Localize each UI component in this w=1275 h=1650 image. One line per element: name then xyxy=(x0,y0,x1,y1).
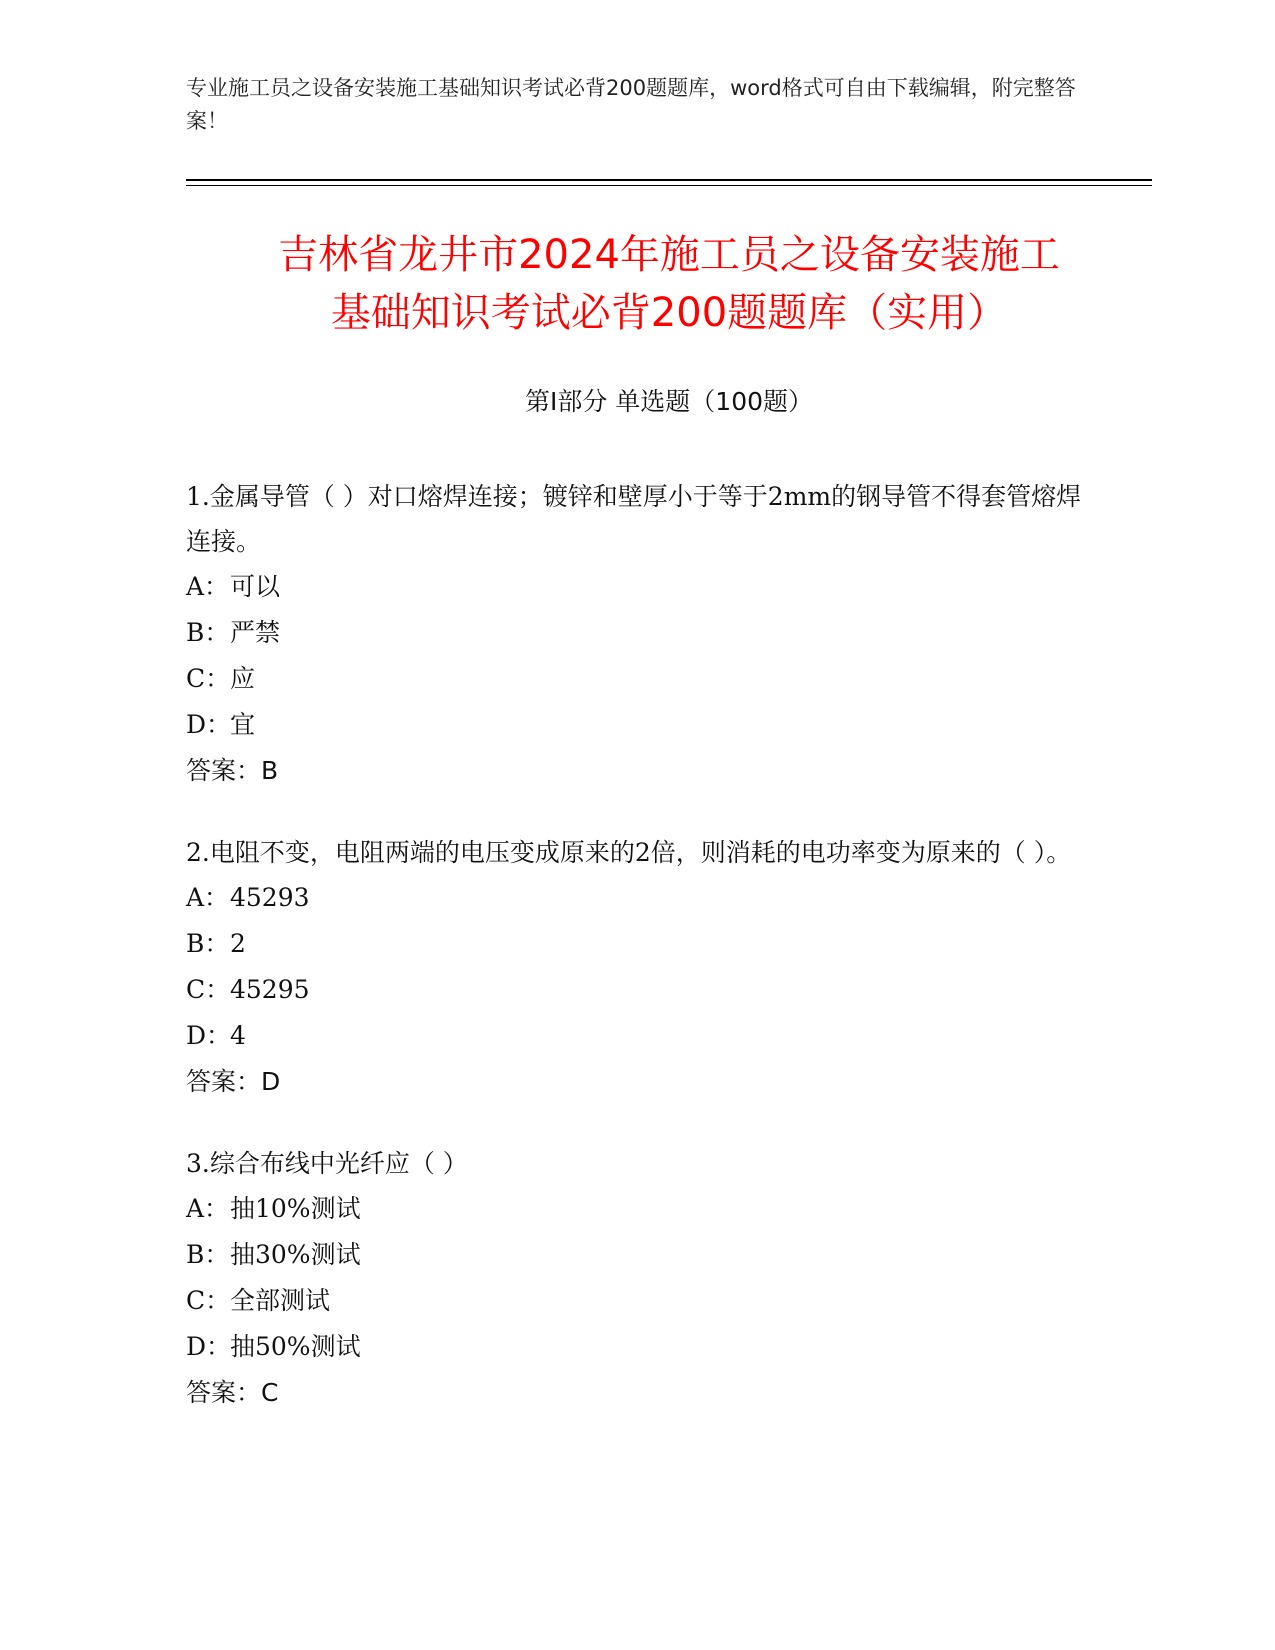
answer: 答案：C xyxy=(186,1378,279,1407)
option-label: A： xyxy=(186,883,230,912)
option-label: B： xyxy=(186,1240,230,1269)
question-text: 1.金属导管（ ）对口熔焊连接；镀锌和壁厚小于等于2mm的钢导管不得套管熔焊连接。 xyxy=(186,482,1082,556)
option-label: D： xyxy=(186,1021,232,1050)
option-a xyxy=(186,875,1086,921)
option-d xyxy=(186,1013,1086,1059)
option-label: B： xyxy=(186,929,230,958)
header-rule-thick xyxy=(186,179,1152,181)
option-label: D： xyxy=(186,1332,232,1361)
option-text: 抽30%测试 xyxy=(230,1240,361,1269)
question-1 xyxy=(186,474,1086,794)
question-list xyxy=(186,474,1086,1452)
question-text: 3.综合布线中光纤应（ ） xyxy=(186,1149,468,1178)
option-b xyxy=(186,921,1086,967)
option-label: C： xyxy=(186,975,231,1004)
option-text: 2 xyxy=(230,929,246,958)
title-line-2: 基础知识考试必背200题题库（实用） xyxy=(330,290,1008,336)
option-label: B： xyxy=(186,618,230,647)
option-text: 应 xyxy=(230,664,256,693)
question-text: 2.电阻不变，电阻两端的电压变成原来的2倍，则消耗的电功率变为原来的（ ）。 xyxy=(186,838,1072,867)
header-rule-thin xyxy=(186,185,1152,186)
header-note: 专业施工员之设备安装施工基础知识考试必背200题题库，word格式可自由下载编辑，附完整答案！ xyxy=(186,76,1076,133)
option-text: 全部测试 xyxy=(230,1286,331,1315)
option-text: 抽50%测试 xyxy=(230,1332,361,1361)
option-text: 45293 xyxy=(230,883,310,912)
option-text: 抽10%测试 xyxy=(230,1194,361,1223)
option-d xyxy=(186,702,1086,748)
option-c xyxy=(186,656,1086,702)
question-2 xyxy=(186,830,1086,1105)
option-c xyxy=(186,967,1086,1013)
title-line-1: 吉林省龙井市2024年施工员之设备安装施工 xyxy=(278,232,1060,278)
option-b xyxy=(186,1232,1086,1278)
option-label: D： xyxy=(186,710,232,739)
option-text: 可以 xyxy=(230,572,281,601)
option-text: 严禁 xyxy=(230,618,281,647)
option-text: 45295 xyxy=(230,975,310,1004)
option-label: A： xyxy=(186,1194,230,1223)
option-d xyxy=(186,1324,1086,1370)
option-text: 4 xyxy=(230,1021,246,1050)
option-text: 宜 xyxy=(230,710,256,739)
option-label: A： xyxy=(186,572,230,601)
option-c xyxy=(186,1278,1086,1324)
option-a xyxy=(186,1186,1086,1232)
answer: 答案：D xyxy=(186,1067,281,1096)
option-label: C： xyxy=(186,664,231,693)
option-label: C： xyxy=(186,1286,231,1315)
document-title xyxy=(186,226,1152,342)
section-heading: 第I部分 单选题（100题） xyxy=(524,387,814,416)
option-a xyxy=(186,564,1086,610)
question-3 xyxy=(186,1141,1086,1416)
option-b xyxy=(186,610,1086,656)
answer: 答案：B xyxy=(186,756,279,785)
